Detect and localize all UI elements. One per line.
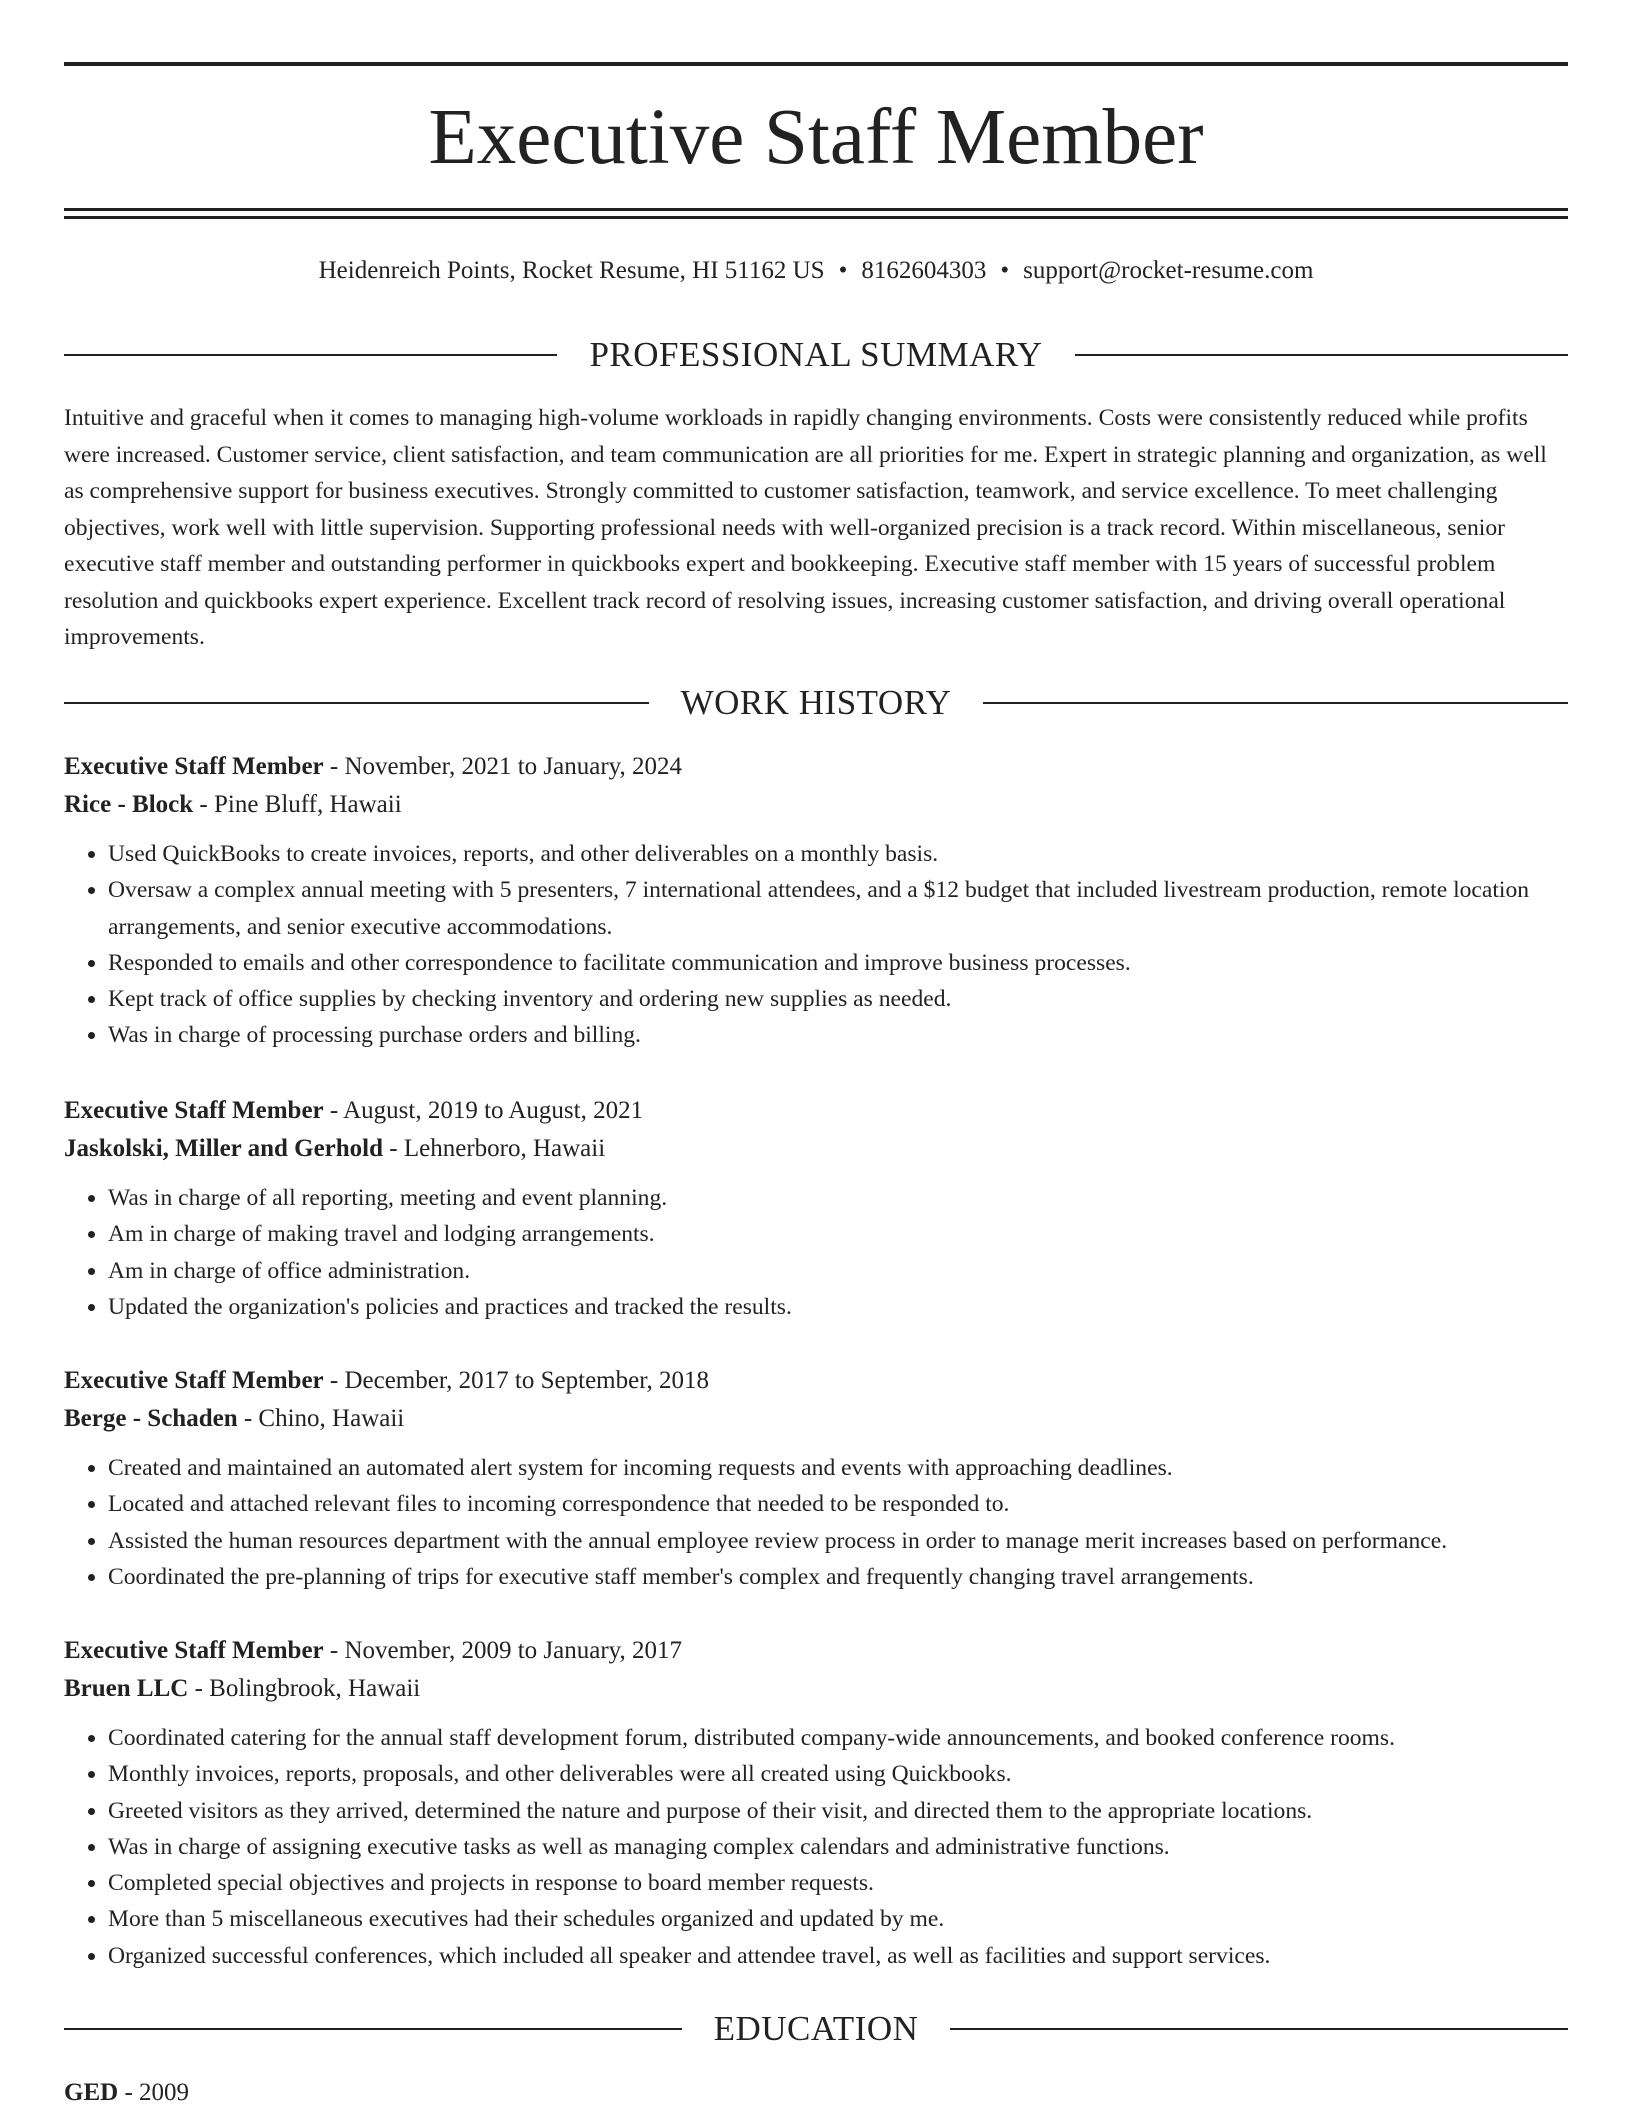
section-title: EDUCATION [713, 2009, 919, 2048]
job-bullet: • Coordinated the pre-planning of trips for executive staff member's complex and frequently changing travel arrangements. [108, 1559, 1568, 1595]
job-bullet: • Coordinated catering for the annual staff development forum, distributed company-wide announcements, and booked conference rooms. [108, 1720, 1568, 1756]
job-company: Jaskolski, Miller and Gerhold [64, 1135, 384, 1162]
job-dates: - December, 2017 to September, 2018 [323, 1367, 710, 1394]
heading-rule-left [64, 354, 557, 356]
job-bullet: • Am in charge of office administration. [108, 1253, 1568, 1289]
job-company-line [64, 1130, 1568, 1168]
heading-rule-right [950, 2028, 1568, 2030]
job-bullet: • Assisted the human resources department with the annual employee review process in order to manage merit increases based on performance. [108, 1523, 1568, 1559]
job-title: Executive Staff Member [64, 1367, 324, 1394]
job-location: - Lehnerboro, Hawaii [383, 1135, 606, 1162]
contact-email: support@rocket-resume.com [1023, 257, 1314, 284]
job-bullet: • Was in charge of processing purchase orders and billing. [108, 1017, 1568, 1053]
job-title-line [64, 1362, 1568, 1400]
job-bullet-list [64, 836, 1568, 1054]
job-location: - Pine Bluff, Hawaii [193, 791, 402, 818]
contact-line [64, 254, 1568, 288]
heading-rule-left [64, 2028, 682, 2030]
job-bullet: • Used QuickBooks to create invoices, reports, and other deliverables on a monthly basis. [108, 836, 1568, 872]
contact-separator: • [1000, 257, 1010, 284]
contact-address: Heidenreich Points, Rocket Resume, HI 51162 US [318, 257, 825, 284]
job-bullet: • Monthly invoices, reports, proposals, and other deliverables were all created using Quickbooks. [108, 1756, 1568, 1792]
job-bullet: • Kept track of office supplies by checking inventory and ordering new supplies as needed. [108, 981, 1568, 1017]
job-entry [64, 748, 1568, 1054]
job-bullet: • Completed special objectives and projects in response to board member requests. [108, 1865, 1568, 1901]
job-company: Bruen LLC [64, 1675, 189, 1702]
job-bullet: • Greeted visitors as they arrived, determined the nature and purpose of their visit, and directed them to the appropriate locations. [108, 1793, 1568, 1829]
job-dates: - November, 2009 to January, 2017 [323, 1637, 683, 1664]
job-bullet: • Oversaw a complex annual meeting with 5 presenters, 7 international attendees, and a $12 budget that included livestream production, remote location arrangements, and senior executive accommodations. [108, 872, 1568, 945]
header-double-rule-upper [64, 208, 1568, 211]
job-title: Executive Staff Member [64, 1097, 324, 1124]
header-top-rule [64, 62, 1568, 66]
job-bullet: • Located and attached relevant files to incoming correspondence that needed to be responded to. [108, 1486, 1568, 1522]
education-entry [64, 2074, 1568, 2112]
heading-rule-left [64, 702, 649, 704]
job-title-line [64, 1092, 1568, 1130]
job-entry [64, 1362, 1568, 1595]
job-bullet-list [64, 1450, 1568, 1595]
job-title-line [64, 748, 1568, 786]
job-title-line [64, 1632, 1568, 1670]
job-bullet: • Created and maintained an automated alert system for incoming requests and events with approaching deadlines. [108, 1450, 1568, 1486]
job-entry [64, 1632, 1568, 1974]
job-company: Rice - Block [64, 791, 194, 818]
contact-separator: • [838, 257, 848, 284]
job-bullet: • Updated the organization's policies and practices and tracked the results. [108, 1289, 1568, 1325]
job-company-line [64, 1400, 1568, 1438]
heading-rule-right [1075, 354, 1568, 356]
job-bullet: • More than 5 miscellaneous executives had their schedules organized and updated by me. [108, 1901, 1568, 1937]
summary-text: Intuitive and graceful when it comes to managing high-volume workloads in rapidly changing environments. Costs were consistently reduced while profits were increased. Customer service, client satisfaction, and team communication are all priorities for me. Expert in strategic planning and organization, as well as comprehensive support for business executives. Strongly committed to customer satisfaction, teamwork, and service excellence. To meet challenging objectives, work well with little supervision. Supporting professional needs with well-organized precision is a track record. Within miscellaneous, senior executive staff member and outstanding performer in quickbooks expert and bookkeeping. Executive staff member with 15 years of successful problem resolution and quickbooks expert experience. Excellent track record of resolving issues, increasing customer satisfaction, and driving overall operational improvements. [64, 405, 1547, 650]
education-degree: GED [64, 2079, 119, 2106]
job-entry [64, 1092, 1568, 1325]
job-bullet: • Organized successful conferences, which included all speaker and attendee travel, as well as facilities and support services. [108, 1938, 1568, 1974]
job-bullet: • Was in charge of all reporting, meeting and event planning. [108, 1180, 1568, 1216]
job-company-line [64, 786, 1568, 824]
section-heading-summary [64, 330, 1568, 380]
contact-phone: 8162604303 [861, 257, 987, 284]
header-double-rule-lower [64, 216, 1568, 219]
section-title: PROFESSIONAL SUMMARY [589, 335, 1043, 374]
candidate-name: Executive Staff Member [428, 94, 1204, 181]
job-bullet-list [64, 1180, 1568, 1325]
job-location: - Bolingbrook, Hawaii [188, 1675, 421, 1702]
job-company-line [64, 1670, 1568, 1708]
section-title: WORK HISTORY [680, 683, 952, 722]
job-bullet: • Responded to emails and other correspondence to facilitate communication and improve business processes. [108, 945, 1568, 981]
section-heading-education [64, 2004, 1568, 2054]
job-bullet-list [64, 1720, 1568, 1974]
heading-rule-right [983, 702, 1568, 704]
job-title: Executive Staff Member [64, 1637, 324, 1664]
education-year: - 2009 [118, 2079, 190, 2106]
job-bullet: • Was in charge of assigning executive tasks as well as managing complex calendars and administrative functions. [108, 1829, 1568, 1865]
job-dates: - August, 2019 to August, 2021 [323, 1097, 644, 1124]
section-heading-work-history [64, 678, 1568, 728]
job-dates: - November, 2021 to January, 2024 [323, 753, 683, 780]
job-location: - Chino, Hawaii [237, 1405, 405, 1432]
job-title: Executive Staff Member [64, 753, 324, 780]
job-company: Berge - Schaden [64, 1405, 238, 1432]
job-bullet: • Am in charge of making travel and lodging arrangements. [108, 1216, 1568, 1252]
